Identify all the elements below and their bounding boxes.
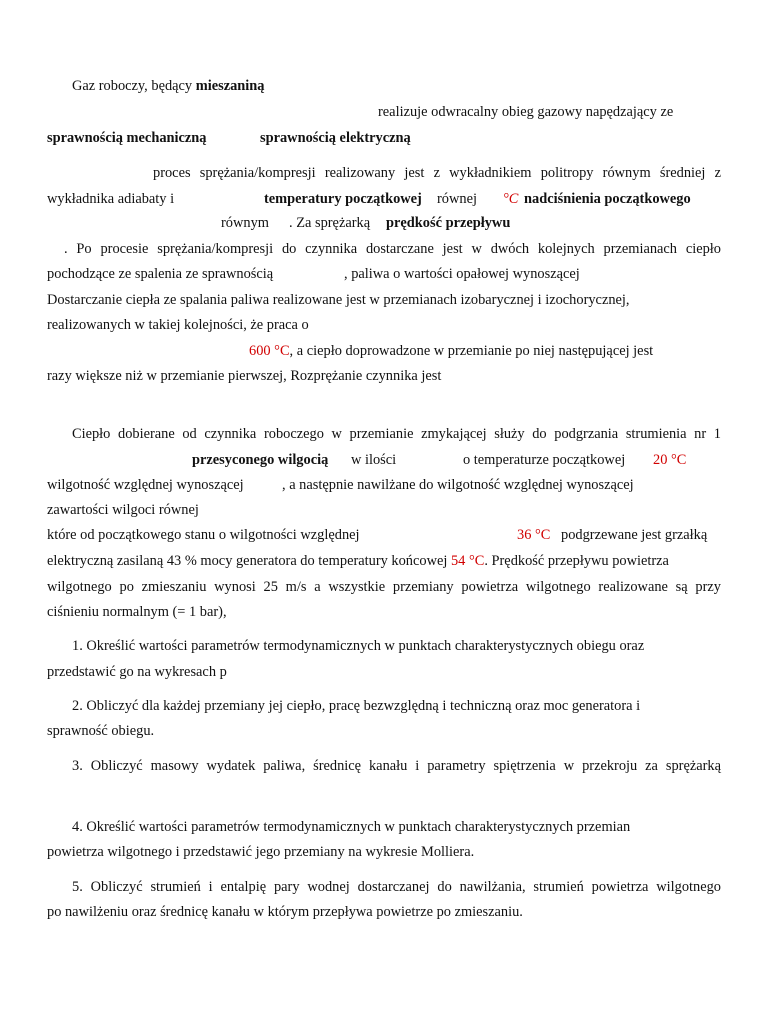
text: , a ciepło doprowadzone w przemianie po niej następującej jest	[289, 343, 654, 359]
p3-line-7: wilgotnego po zmieszaniu wynosi 25 m/s a wszystkie przemiany powietrza wilgotnego realizowane są przy	[47, 579, 721, 595]
p2-line-2a: wykładnika adiabaty i	[47, 191, 175, 207]
task-3-line-1: 3. Obliczyć masowy wydatek paliwa, średnicę kanału i parametry spiętrzenia w przekroju za sprężarką	[72, 758, 721, 774]
p2-line-9: razy większe niż w przemianie pierwszej, Rozprężanie czynnika jest	[47, 368, 442, 384]
text-red: 600 °C	[249, 343, 290, 359]
p3-line-8: ciśnieniu normalnym (= 1 bar),	[47, 604, 227, 620]
p3-line-6	[47, 552, 669, 570]
task-4-line-1: 4. Określić wartości parametrów termodynamicznych w punktach charakterystycznych przemian	[72, 819, 631, 835]
task-4-line-2: powietrza wilgotnego i przedstawić jego przemiany na wykresie Molliera.	[47, 844, 475, 860]
p1-line-2: realizuje odwracalny obieg gazowy napędzający ze	[378, 104, 674, 120]
p2-line-2b: temperatury początkowej	[264, 191, 422, 207]
p3-line-5a: które od początkowego stanu o wilgotności względnej	[47, 527, 360, 543]
p3-line-2a: przesyconego wilgocią	[192, 452, 329, 468]
p3-line-4: zawartości wilgoci równej	[47, 502, 199, 518]
p2-line-7: realizowanych w takiej kolejności, że praca o	[47, 317, 309, 333]
p2-line-8	[249, 342, 653, 360]
task-1-line-2: przedstawić go na wykresach p	[47, 664, 227, 680]
text-red: 54 °C	[450, 553, 485, 569]
text-bold: mieszaniną	[195, 78, 265, 94]
text: . Prędkość przepływu powietrza	[484, 553, 669, 569]
text: elektryczną zasilaną 43 % mocy generatora do temperatury końcowej	[47, 553, 448, 569]
p3-line-2b: w ilości	[351, 452, 397, 468]
task-5-line-2: po nawilżeniu oraz średnicę kanału w którym przepływa powietrze po zmieszaniu.	[47, 904, 523, 920]
p3-line-5c: podgrzewane jest grzałką	[561, 527, 708, 543]
p2-line-1: proces sprężania/kompresji realizowany jest z wykładnikiem politropy równym średniej z	[153, 165, 721, 181]
p2-line-3c: prędkość przepływu	[386, 215, 511, 231]
p2-line-5b: , paliwa o wartości opałowej wynoszącej	[344, 266, 580, 282]
p2-line-2c: równej	[437, 191, 477, 207]
p2-line-2d: °C	[503, 191, 519, 207]
p1-line-1	[72, 77, 264, 95]
p2-line-3b: . Za sprężarką	[289, 215, 371, 231]
p2-line-5a: pochodzące ze spalenia ze sprawnością	[47, 266, 274, 282]
text: Gaz roboczy, będący	[72, 78, 196, 94]
task-2-line-1: 2. Obliczyć dla każdej przemiany jej ciepło, pracę bezwzględną i techniczną oraz moc generatora i	[72, 698, 641, 714]
task-1-line-1: 1. Określić wartości parametrów termodynamicznych w punktach charakterystycznych obiegu oraz	[72, 638, 645, 654]
task-2-line-2: sprawność obiegu.	[47, 723, 155, 739]
p2-line-2e: nadciśnienia początkowego	[524, 191, 691, 207]
p2-line-6: Dostarczanie ciepła ze spalania paliwa realizowane jest w przemianach izobarycznej i izochorycznej,	[47, 292, 630, 308]
p3-line-3a: wilgotność względnej wynoszącej	[47, 477, 244, 493]
p3-line-2c: o temperaturze początkowej	[463, 452, 626, 468]
p3-line-3b: , a następnie nawilżane do wilgotność względnej wynoszącej	[282, 477, 634, 493]
p3-line-1: Ciepło dobierane od czynnika roboczego w przemianie zmykającej służy do podgrzania strumienia nr 1	[72, 426, 721, 442]
p3-line-2d: 20 °C	[653, 452, 687, 468]
p3-line-5b: 36 °C	[517, 527, 551, 543]
p2-line-3a: równym	[221, 215, 269, 231]
p1-line-3a: sprawnością mechaniczną	[47, 130, 207, 146]
p1-line-3b: sprawnością elektryczną	[260, 130, 411, 146]
task-5-line-1: 5. Obliczyć strumień i entalpię pary wodnej dostarczanej do nawilżania, strumień powietrza wilgotnego	[72, 879, 721, 895]
p2-line-4: . Po procesie sprężania/kompresji do czynnika dostarczane jest w dwóch kolejnych przemianach ciepło	[64, 241, 721, 257]
